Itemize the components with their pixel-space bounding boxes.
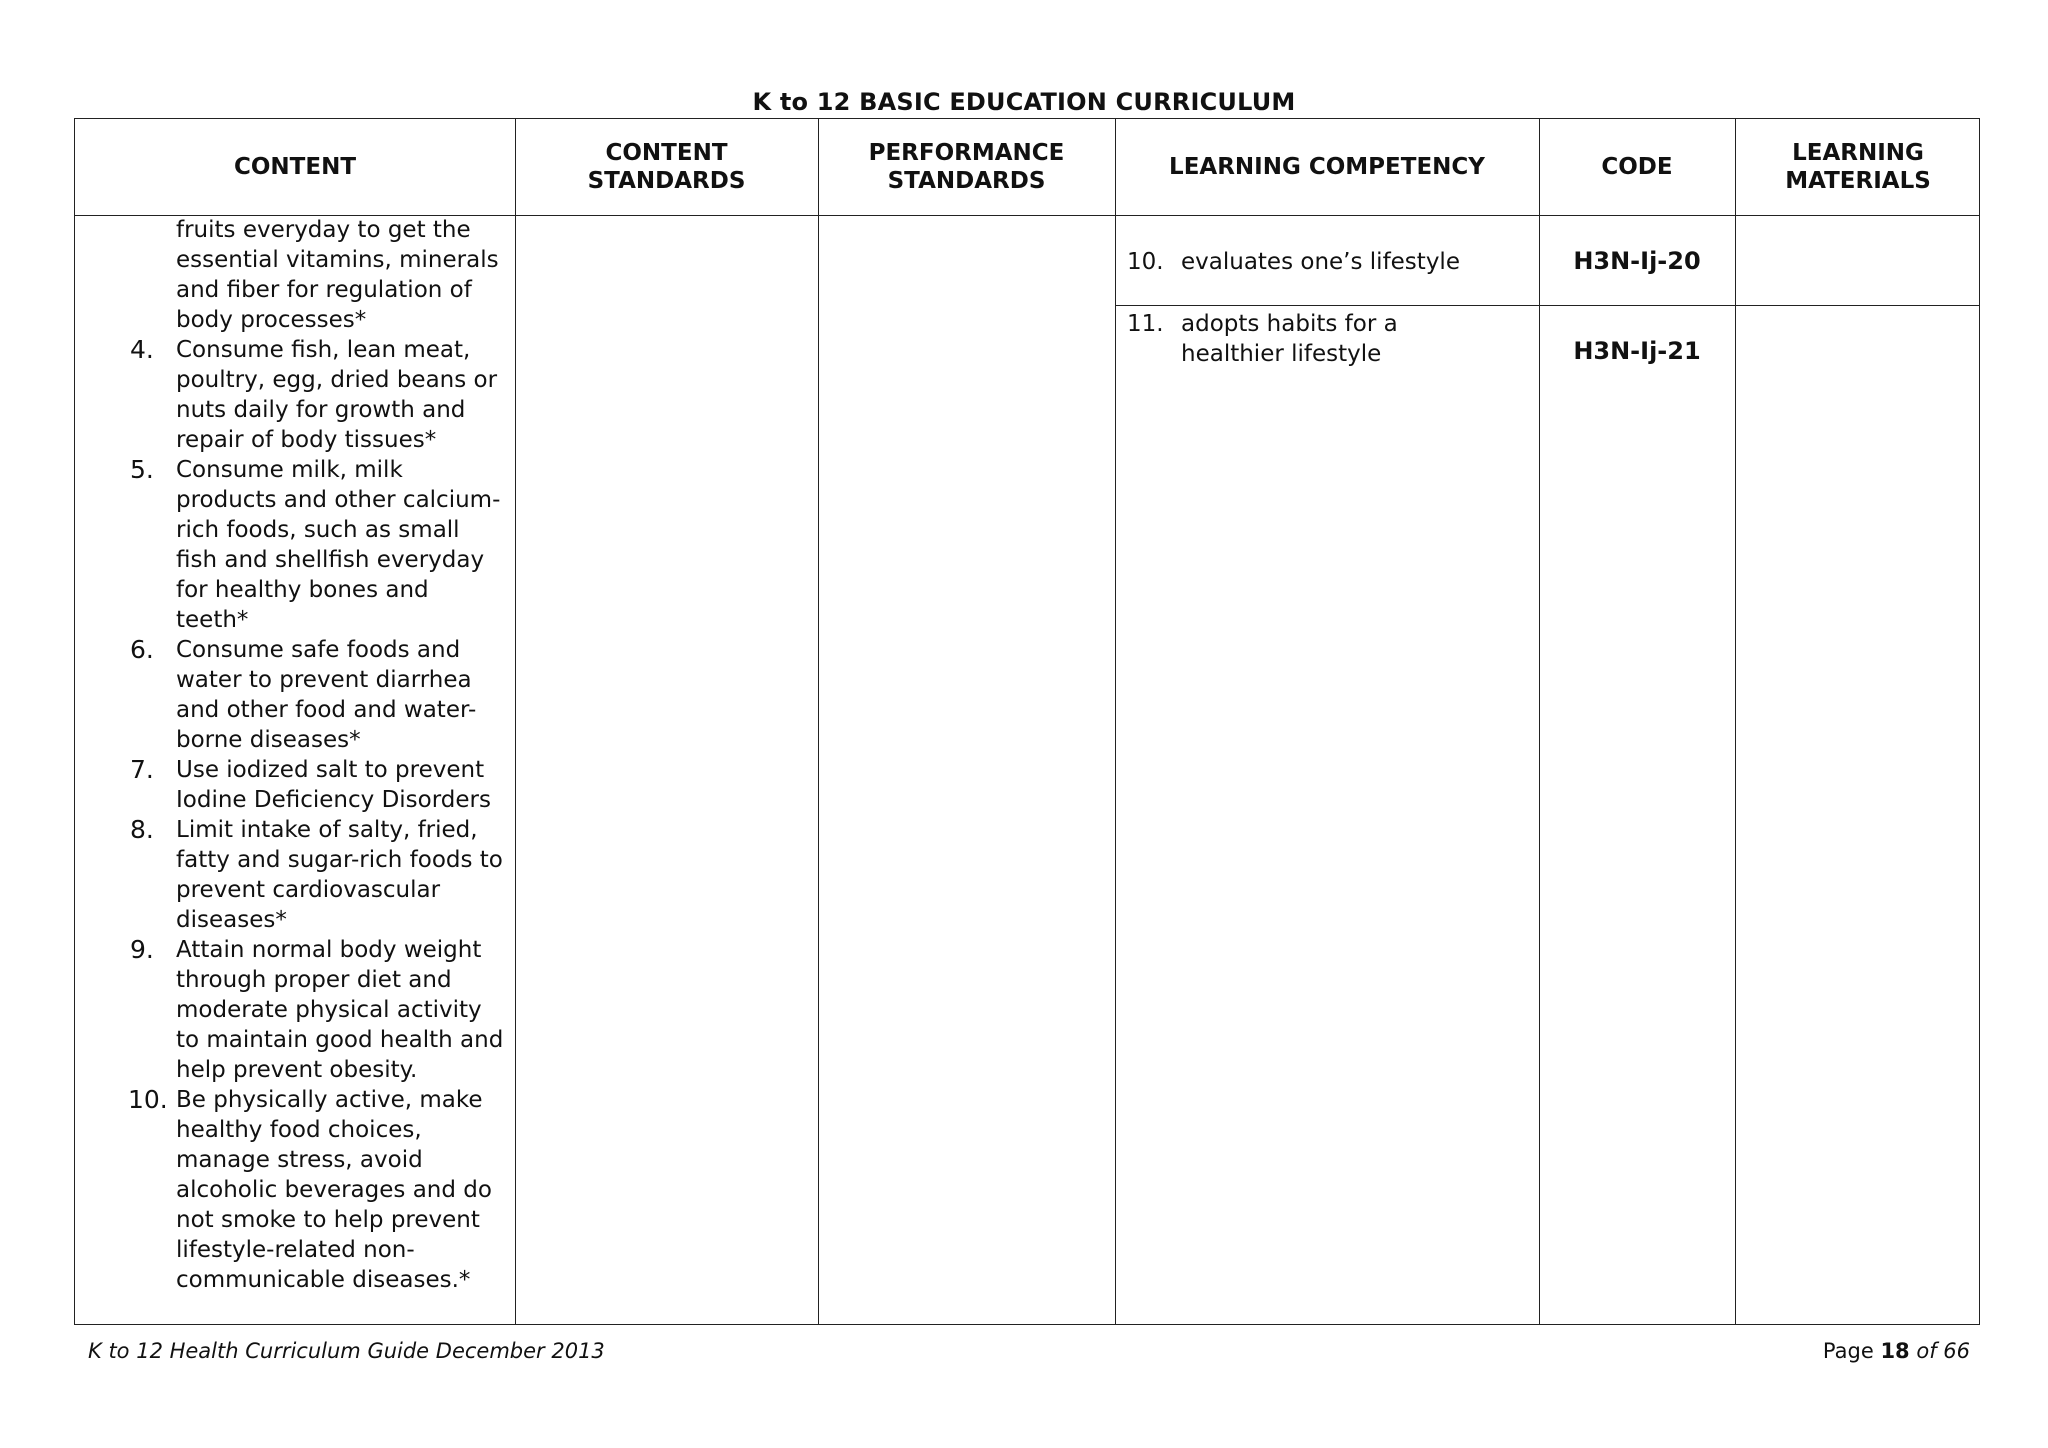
header-content-standards-text: CONTENT STANDARDS: [587, 140, 746, 194]
column-divider: [818, 119, 819, 1324]
content-item: [75, 635, 515, 755]
content-item-text: Attain normal body weight through proper diet and moderate physical activity to maintain good health and help prevent obesity.: [176, 937, 504, 1083]
content-item-text: Be physically active, make healthy food choices, manage stress, avoid alcoholic beverages and do not smoke to help prevent lifestyle-related non-communicable diseases.*: [176, 1087, 492, 1293]
content-item: [75, 935, 515, 1085]
header-learning-competency-text: LEARNING COMPETENCY: [1169, 154, 1485, 180]
footer-page-label: Page: [1822, 1339, 1874, 1363]
content-item: [75, 755, 515, 815]
content-item-text: fruits everyday to get the essential vitamins, minerals and fiber for regulation of body processes*: [176, 217, 499, 333]
header-learning-materials-text: LEARNING MATERIALS: [1785, 140, 1931, 194]
column-divider: [1735, 119, 1736, 1324]
header-content-standards: [515, 119, 818, 215]
competency-number: 11.: [1127, 311, 1164, 337]
footer-guide-title: K to 12 Health Curriculum Guide December 2013: [88, 1339, 605, 1363]
content-item: [75, 215, 515, 335]
competency-text: evaluates one’s lifestyle: [1181, 249, 1460, 275]
column-divider: [515, 119, 516, 1324]
curriculum-table: [74, 118, 1980, 1325]
content-item-text: Use iodized salt to prevent Iodine Deficiency Disorders: [176, 757, 491, 813]
content-list: [75, 215, 515, 1295]
content-item: [75, 1085, 515, 1295]
header-performance-standards: [818, 119, 1115, 215]
header-content: [75, 119, 515, 215]
competency-code: H3N-Ij-20: [1573, 247, 1701, 275]
column-divider: [1539, 119, 1540, 1324]
footer-page-indicator: [1823, 1339, 1970, 1363]
content-item: [75, 815, 515, 935]
content-item-number: 8.: [130, 815, 154, 844]
header-code-text: CODE: [1601, 154, 1673, 180]
content-item-text: Consume milk, milk products and other calcium-rich foods, such as small fish and shellfish everyday for healthy bones and teeth*: [176, 457, 501, 633]
content-item-number: 4.: [130, 335, 154, 364]
competency-number: 10.: [1127, 249, 1164, 275]
content-item-number: 10.: [128, 1085, 168, 1114]
competency-text: adopts habits for a healthier lifestyle: [1181, 311, 1398, 367]
content-item-number: 9.: [130, 935, 154, 964]
header-content-text: CONTENT: [233, 154, 357, 180]
header-code: [1539, 119, 1735, 215]
document-title: K to 12 BASIC EDUCATION CURRICULUM: [752, 88, 1296, 116]
content-item-number: 6.: [130, 635, 154, 664]
header-learning-materials: [1735, 119, 1981, 215]
content-item-text: Limit intake of salty, fried, fatty and sugar-rich foods to prevent cardiovascular diseases*: [176, 817, 503, 933]
content-item-number: 7.: [130, 755, 154, 784]
footer-page-number: 18: [1880, 1339, 1910, 1363]
header-learning-competency: [1115, 119, 1539, 215]
content-item-text: Consume safe foods and water to prevent diarrhea and other food and water-borne diseases*: [176, 637, 477, 753]
column-divider: [1115, 119, 1116, 1324]
content-item: [75, 455, 515, 635]
header-performance-standards-text: PERFORMANCE STANDARDS: [868, 140, 1065, 194]
row-divider: [1115, 305, 1979, 306]
content-item-text: Consume fish, lean meat, poultry, egg, dried beans or nuts daily for growth and repair of body tissues*: [176, 337, 498, 453]
footer-page-total: of 66: [1916, 1339, 1970, 1363]
content-item-number: 5.: [130, 455, 154, 484]
competency-code: H3N-Ij-21: [1573, 337, 1701, 365]
content-item: [75, 335, 515, 455]
